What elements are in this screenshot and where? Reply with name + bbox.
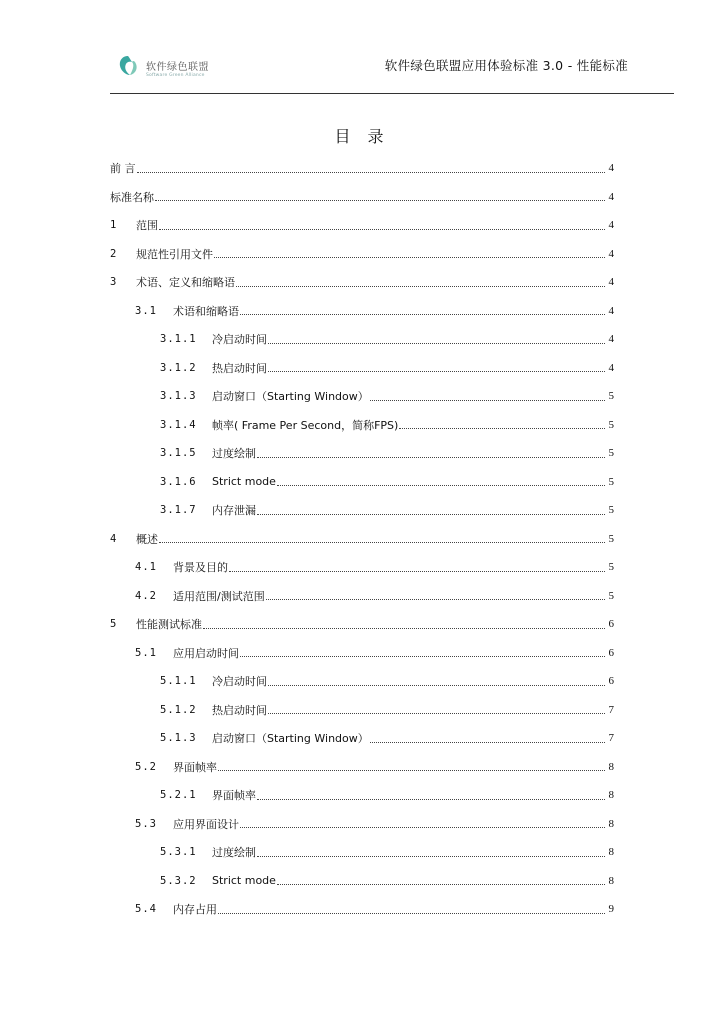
toc-entry-number: 3 xyxy=(110,276,118,289)
toc-entry-number: 5.3.2 xyxy=(160,874,197,887)
toc-entry-label: 热启动时间 xyxy=(212,703,267,717)
toc-entry-number: 5.1.2 xyxy=(160,703,197,716)
toc-entry-number: 1 xyxy=(110,219,118,232)
toc-entry-label: 规范性引用文件 xyxy=(136,247,213,261)
toc-dot-leader xyxy=(370,732,605,743)
toc-entry-label: 启动窗口（Starting Window） xyxy=(212,732,369,746)
toc-dot-leader xyxy=(229,561,605,572)
toc-entry-page: 4 xyxy=(608,276,614,289)
toc-entry[interactable] xyxy=(110,468,614,497)
toc-entry-label: 过度绘制 xyxy=(212,447,256,461)
toc-entry[interactable] xyxy=(110,496,614,525)
table-of-contents xyxy=(110,154,614,924)
toc-entry-number: 3.1.2 xyxy=(160,361,197,374)
toc-entry-number: 5.3 xyxy=(135,817,157,830)
toc-entry[interactable] xyxy=(110,810,614,839)
toc-entry[interactable] xyxy=(110,154,614,183)
toc-entry[interactable] xyxy=(110,582,614,611)
toc-entry[interactable] xyxy=(110,753,614,782)
toc-entry-page: 6 xyxy=(608,646,614,659)
toc-entry-page: 5 xyxy=(608,475,614,488)
toc-entry[interactable] xyxy=(110,439,614,468)
toc-entry-label: Strict mode xyxy=(212,874,276,888)
toc-entry-page: 4 xyxy=(608,219,614,232)
toc-entry-number: 5.1.1 xyxy=(160,675,197,688)
page-header xyxy=(110,48,674,94)
toc-entry-label: 标准名称 xyxy=(110,190,154,204)
toc-dot-leader xyxy=(240,304,605,315)
toc-entry-number: 5.3.1 xyxy=(160,846,197,859)
toc-entry-label: 范围 xyxy=(136,219,158,233)
toc-entry[interactable] xyxy=(110,781,614,810)
toc-entry-number: 3.1.3 xyxy=(160,390,197,403)
toc-entry-label: Strict mode xyxy=(212,475,276,489)
toc-entry-page: 5 xyxy=(608,561,614,574)
toc-dot-leader xyxy=(257,789,605,800)
toc-entry-page: 8 xyxy=(608,789,614,802)
toc-dot-leader xyxy=(268,333,605,344)
alliance-logo xyxy=(116,52,226,86)
toc-entry-page: 5 xyxy=(608,418,614,431)
toc-title: 目 录 xyxy=(334,127,390,146)
toc-entry-number: 5 xyxy=(110,618,118,631)
toc-dot-leader xyxy=(155,190,605,201)
toc-entry-page: 8 xyxy=(608,760,614,773)
toc-dot-leader xyxy=(399,418,605,429)
toc-entry[interactable] xyxy=(110,895,614,924)
toc-entry-page: 7 xyxy=(608,732,614,745)
toc-entry-page: 9 xyxy=(608,903,614,916)
toc-entry[interactable] xyxy=(110,382,614,411)
toc-entry[interactable] xyxy=(110,867,614,896)
toc-dot-leader xyxy=(268,703,605,714)
toc-entry[interactable] xyxy=(110,268,614,297)
alliance-logo-icon xyxy=(116,54,140,78)
toc-dot-leader xyxy=(240,646,605,657)
toc-dot-leader xyxy=(257,504,605,515)
toc-entry-page: 8 xyxy=(608,874,614,887)
toc-dot-leader xyxy=(266,589,605,600)
toc-entry-label: 冷启动时间 xyxy=(212,675,267,689)
toc-entry-number: 5.2.1 xyxy=(160,789,197,802)
toc-entry[interactable] xyxy=(110,696,614,725)
toc-entry-label: 帧率( Frame Per Second，简称FPS) xyxy=(212,418,399,432)
toc-entry-page: 4 xyxy=(608,247,614,260)
toc-entry-number: 2 xyxy=(110,247,118,260)
toc-dot-leader xyxy=(268,675,605,686)
toc-entry-number: 4.1 xyxy=(135,561,157,574)
toc-dot-leader xyxy=(240,817,605,828)
toc-entry[interactable] xyxy=(110,724,614,753)
toc-dot-leader xyxy=(277,475,605,486)
toc-entry[interactable] xyxy=(110,639,614,668)
toc-dot-leader xyxy=(159,532,605,543)
toc-entry-number: 5.1 xyxy=(135,646,157,659)
toc-entry-label: 性能测试标准 xyxy=(136,618,202,632)
toc-entry[interactable] xyxy=(110,525,614,554)
toc-entry-number: 5.2 xyxy=(135,760,157,773)
toc-entry[interactable] xyxy=(110,411,614,440)
toc-entry-label: 前 言 xyxy=(110,162,136,176)
toc-entry-label: 应用启动时间 xyxy=(173,646,239,660)
toc-dot-leader xyxy=(203,618,605,629)
toc-entry-page: 5 xyxy=(608,504,614,517)
toc-entry[interactable] xyxy=(110,610,614,639)
toc-dot-leader xyxy=(218,760,605,771)
toc-entry-page: 8 xyxy=(608,846,614,859)
toc-entry-number: 4 xyxy=(110,532,118,545)
toc-entry[interactable] xyxy=(110,211,614,240)
toc-entry-label: 术语、定义和缩略语 xyxy=(136,276,235,290)
toc-entry[interactable] xyxy=(110,325,614,354)
header-divider xyxy=(110,93,674,94)
toc-dot-leader xyxy=(268,361,605,372)
logo-text-cn: 软件绿色联盟 xyxy=(146,62,209,73)
toc-entry-page: 5 xyxy=(608,390,614,403)
toc-entry-page: 4 xyxy=(608,361,614,374)
toc-entry-page: 4 xyxy=(608,162,614,175)
toc-dot-leader xyxy=(218,903,605,914)
toc-entry-label: 冷启动时间 xyxy=(212,333,267,347)
toc-entry-number: 3.1.4 xyxy=(160,418,197,431)
toc-entry-page: 8 xyxy=(608,817,614,830)
toc-dot-leader xyxy=(370,390,605,401)
toc-entry-page: 5 xyxy=(608,589,614,602)
toc-entry-number: 3.1.7 xyxy=(160,504,197,517)
toc-entry-label: 背景及目的 xyxy=(173,561,228,575)
toc-entry[interactable] xyxy=(110,297,614,326)
toc-entry-label: 过度绘制 xyxy=(212,846,256,860)
toc-entry-label: 应用界面设计 xyxy=(173,817,239,831)
toc-entry[interactable] xyxy=(110,553,614,582)
toc-entry-label: 术语和缩略语 xyxy=(173,304,239,318)
toc-dot-leader xyxy=(214,247,605,258)
toc-entry-page: 4 xyxy=(608,304,614,317)
toc-entry-page: 6 xyxy=(608,618,614,631)
toc-entry-number: 3.1.1 xyxy=(160,333,197,346)
toc-entry-number: 5.4 xyxy=(135,903,157,916)
toc-entry-page: 5 xyxy=(608,532,614,545)
toc-entry[interactable] xyxy=(110,354,614,383)
toc-dot-leader xyxy=(277,874,605,885)
toc-entry-page: 4 xyxy=(608,333,614,346)
toc-entry-number: 3.1.5 xyxy=(160,447,197,460)
toc-entry-label: 界面帧率 xyxy=(212,789,256,803)
toc-entry[interactable] xyxy=(110,240,614,269)
logo-text-en: Software Green Alliance xyxy=(146,73,205,78)
toc-entry-number: 3.1.6 xyxy=(160,475,197,488)
toc-entry-number: 4.2 xyxy=(135,589,157,602)
toc-entry-label: 热启动时间 xyxy=(212,361,267,375)
toc-entry-label: 界面帧率 xyxy=(173,760,217,774)
toc-entry-number: 5.1.3 xyxy=(160,732,197,745)
toc-dot-leader xyxy=(257,447,605,458)
toc-entry-number: 3.1 xyxy=(135,304,157,317)
toc-entry-label: 内存占用 xyxy=(173,903,217,917)
toc-entry[interactable] xyxy=(110,838,614,867)
toc-entry[interactable] xyxy=(110,667,614,696)
toc-entry-label: 内存泄漏 xyxy=(212,504,256,518)
toc-entry-label: 概述 xyxy=(136,532,158,546)
toc-entry-label: 适用范围/测试范围 xyxy=(173,589,265,603)
toc-dot-leader xyxy=(236,276,605,287)
header-title: 软件绿色联盟应用体验标准 3.0 - 性能标准 xyxy=(384,58,628,73)
toc-dot-leader xyxy=(257,846,605,857)
toc-dot-leader xyxy=(159,219,605,230)
toc-entry-page: 4 xyxy=(608,190,614,203)
toc-entry-page: 7 xyxy=(608,703,614,716)
toc-entry-label: 启动窗口（Starting Window） xyxy=(212,390,369,404)
toc-entry-page: 5 xyxy=(608,447,614,460)
toc-entry[interactable] xyxy=(110,183,614,212)
toc-dot-leader xyxy=(137,162,606,173)
toc-entry-page: 6 xyxy=(608,675,614,688)
